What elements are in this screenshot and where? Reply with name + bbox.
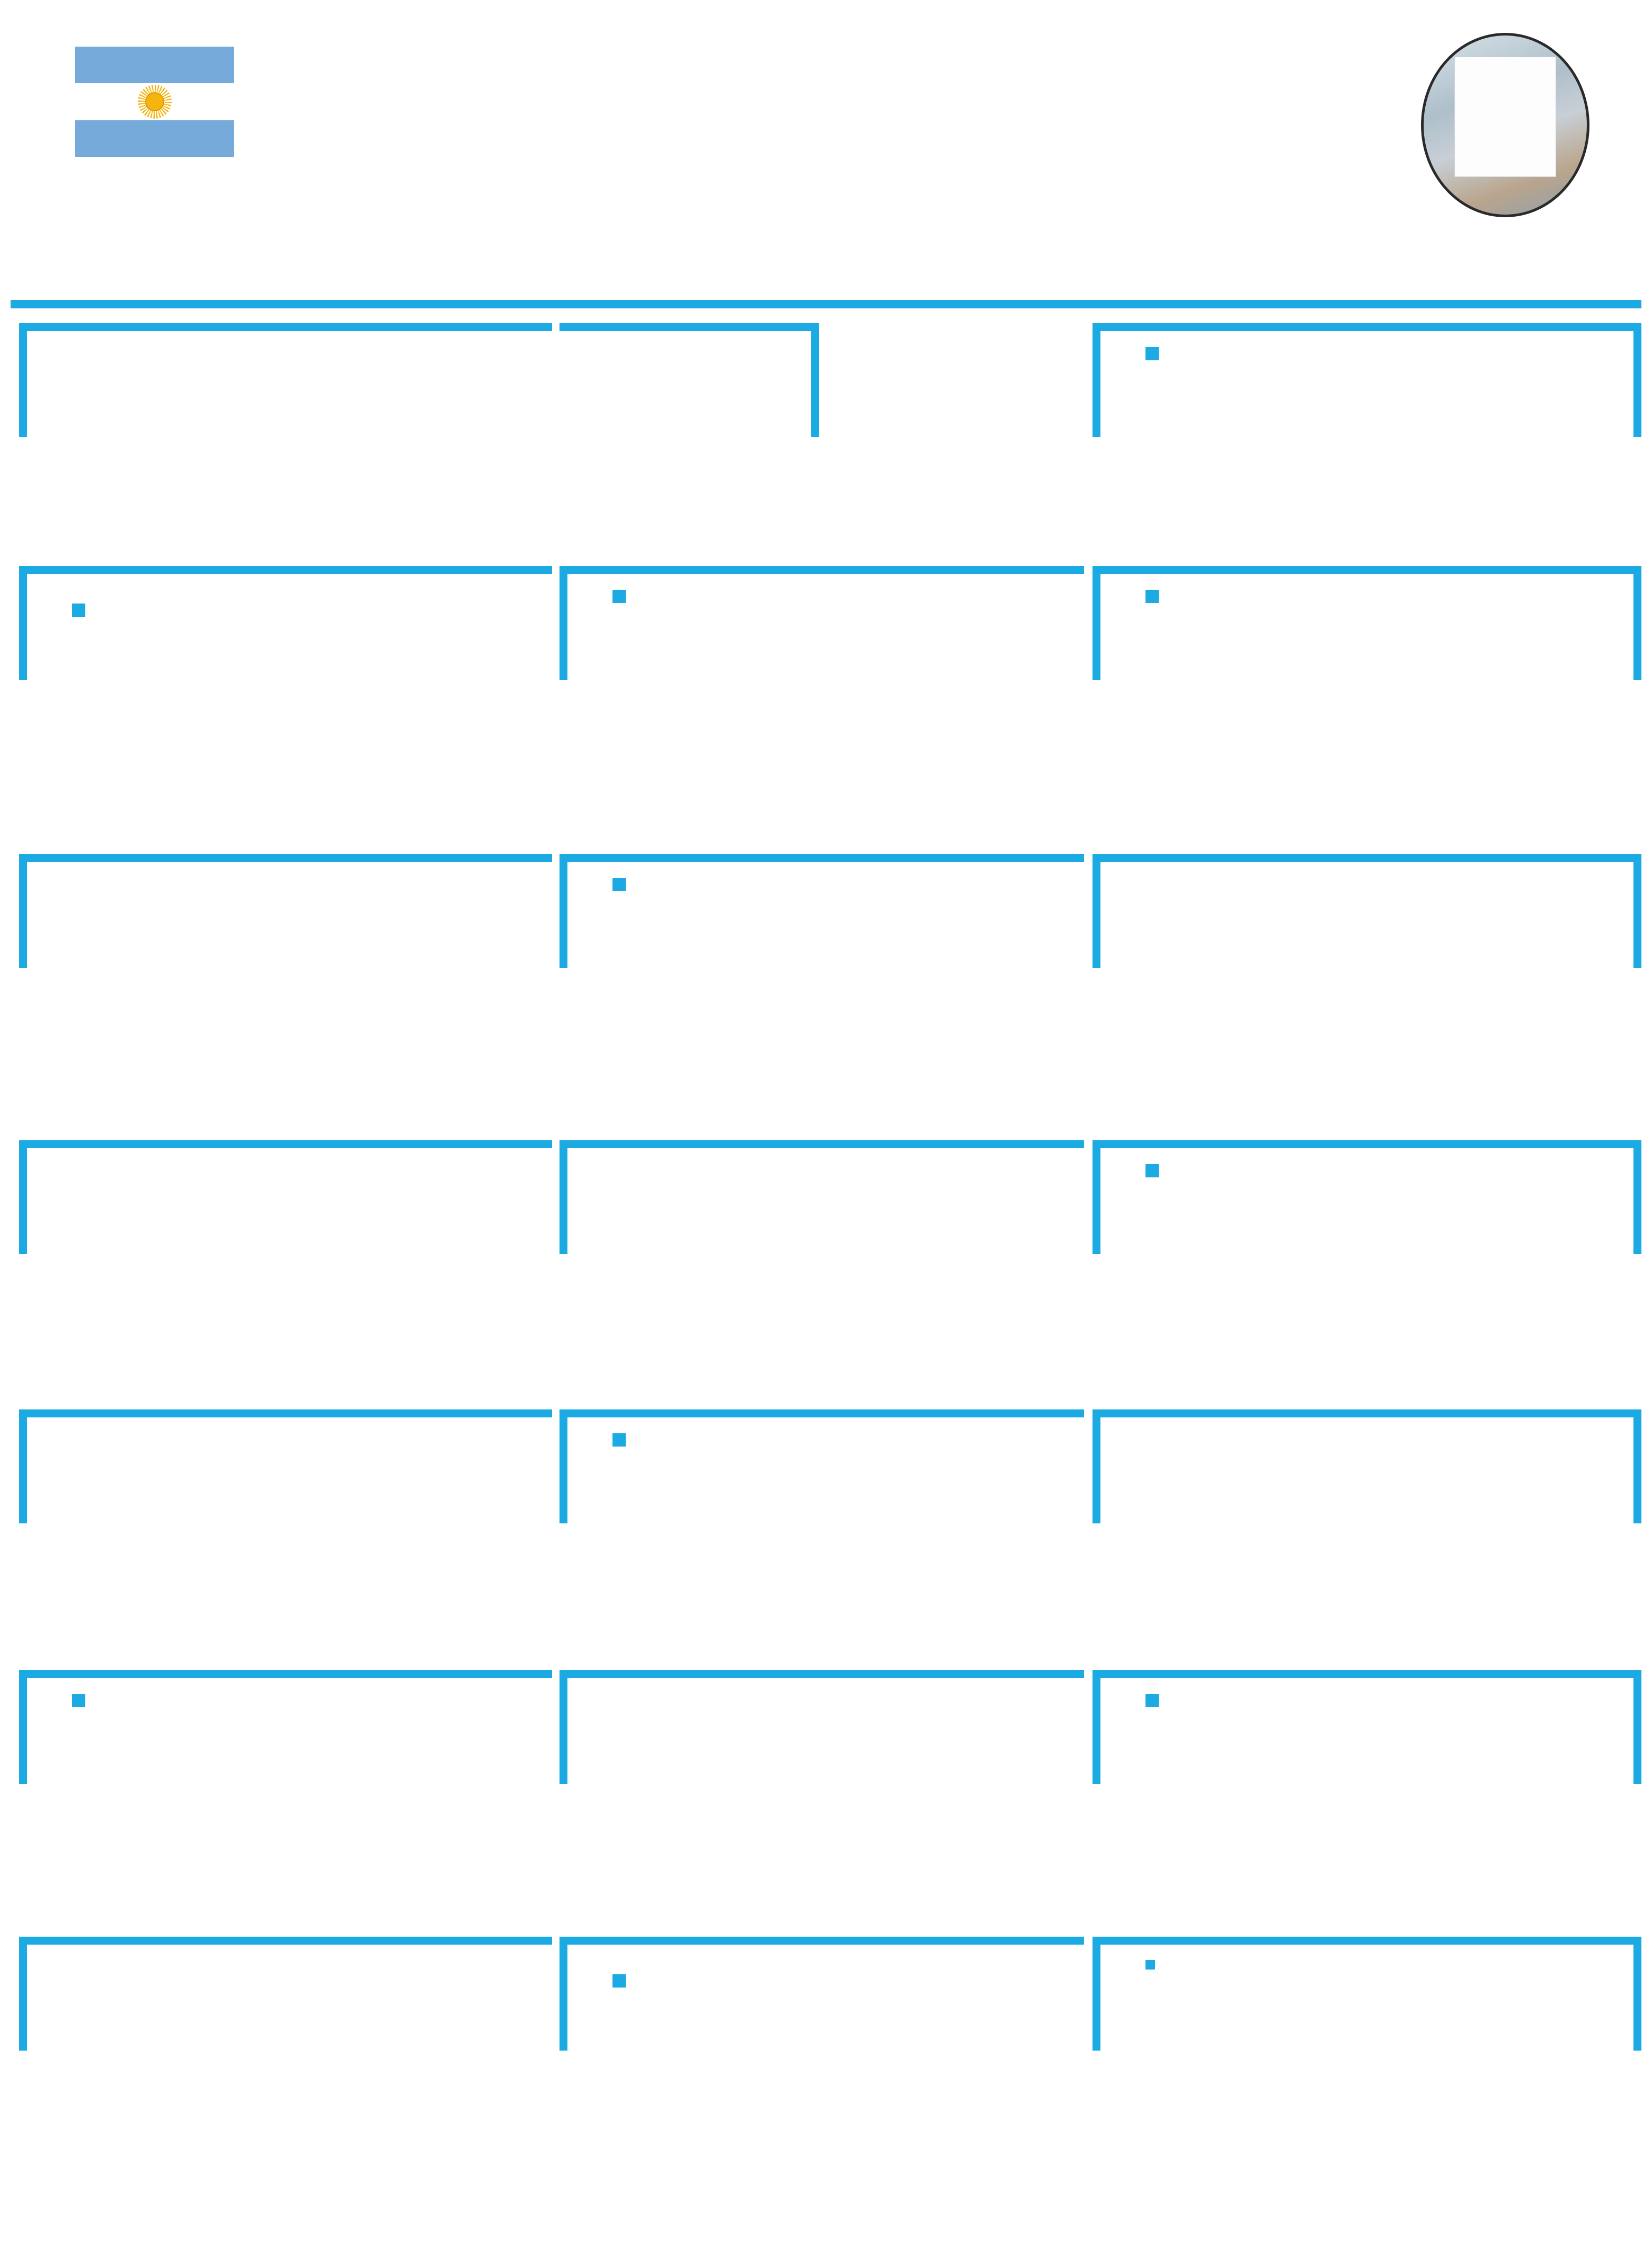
section-topbar xyxy=(19,1670,552,1678)
section-topbar xyxy=(1093,1937,1641,1945)
section-postis-anterior-chart xyxy=(1093,854,1641,1138)
section-conclusions-1 xyxy=(1093,1670,1641,1933)
section-stub xyxy=(19,566,27,680)
flag-stripe-bottom xyxy=(75,120,234,157)
section-topbar xyxy=(1093,854,1641,862)
section-stub-right xyxy=(1633,1670,1641,1784)
chart-postoperative-hearing-loss xyxy=(575,1214,1068,1401)
section-topbar xyxy=(1093,1140,1641,1148)
section-results-3 xyxy=(1093,1140,1641,1406)
section-bibliography xyxy=(1093,1937,1641,2247)
section-stub xyxy=(19,1937,27,2051)
sun-of-may-icon xyxy=(138,85,172,119)
section-results-1 xyxy=(1093,566,1641,852)
section-subjects xyxy=(19,566,552,852)
section-stub-right xyxy=(1633,1409,1641,1523)
section-topbar xyxy=(559,323,811,331)
section-conclusions-2 xyxy=(559,1937,1084,2247)
section-topbar xyxy=(19,1140,552,1148)
section-stub xyxy=(19,1409,27,1523)
section-postoperative-hearing-loss-chart xyxy=(559,1140,1084,1406)
section-aim xyxy=(1093,323,1641,564)
section-stub xyxy=(1093,1937,1100,2051)
section-stub-right xyxy=(1633,323,1641,437)
section-introduction xyxy=(19,323,552,564)
section-topbar xyxy=(559,1140,1084,1148)
section-topbar xyxy=(1093,566,1641,574)
argentina-flag xyxy=(75,47,234,157)
chart-postis-anterior xyxy=(1101,959,1636,1134)
section-presence-note xyxy=(559,323,1084,564)
section-stub xyxy=(559,1409,567,1523)
section-topbar xyxy=(19,854,552,862)
flag-stripe-middle xyxy=(75,83,234,120)
chart-widened-round-window-bars xyxy=(35,2038,538,2242)
section-topbar xyxy=(1093,1670,1641,1678)
flag-stripe-top xyxy=(75,47,234,83)
section-stub xyxy=(1093,854,1100,968)
section-results-2 xyxy=(559,854,1084,1138)
section-stub-right xyxy=(1633,1140,1641,1254)
section-stub xyxy=(1093,1140,1100,1254)
section-wrw-bars-chart xyxy=(19,1937,552,2247)
section-topbar xyxy=(559,566,1084,574)
section-moderate-conservation-chart xyxy=(1093,1409,1641,1666)
section-design xyxy=(559,566,1084,852)
section-stub xyxy=(1093,1409,1100,1523)
section-results-5 xyxy=(19,1670,552,1933)
section-topbar xyxy=(19,1937,552,1945)
section-stub xyxy=(19,1140,27,1254)
section-stub xyxy=(559,1937,567,2051)
section-stub xyxy=(559,854,567,968)
section-topbar xyxy=(19,1409,552,1417)
section-stub xyxy=(19,323,27,437)
chart-moderate-conservation xyxy=(1101,1485,1628,1662)
chart-complete-conservation xyxy=(33,1485,536,1662)
section-results-4 xyxy=(559,1409,1084,1666)
section-stub xyxy=(559,1140,567,1254)
section-stub-right xyxy=(1633,854,1641,968)
section-stub xyxy=(1093,566,1100,680)
section-topbar xyxy=(559,854,1084,862)
section-topbar xyxy=(559,1937,1084,1945)
section-stub xyxy=(1093,323,1100,437)
section-topbar xyxy=(19,323,552,331)
chart-marginal-conservation xyxy=(570,1745,1073,1928)
section-preoperative-thresholds-chart xyxy=(19,854,552,1138)
header-divider-bar xyxy=(11,300,1641,308)
section-marginal-conservation-chart xyxy=(559,1670,1084,1933)
section-topbar xyxy=(1093,1409,1641,1417)
section-stub-right xyxy=(1633,566,1641,680)
section-wrw-line-chart xyxy=(19,1140,552,1406)
chart-widened-round-window-line xyxy=(35,1245,544,1403)
section-topbar xyxy=(559,1409,1084,1417)
section-stub xyxy=(811,323,819,437)
chart-preoperative-pure-tone-thresholds xyxy=(35,912,533,1135)
section-complete-conservation-chart xyxy=(19,1409,552,1666)
section-stub xyxy=(559,1670,567,1784)
section-stub xyxy=(19,1670,27,1784)
cic-logo xyxy=(1421,33,1589,217)
section-stub-right xyxy=(1633,1937,1641,2051)
section-topbar xyxy=(19,566,552,574)
cic-logo-card xyxy=(1454,57,1556,177)
section-topbar xyxy=(1093,323,1641,331)
section-stub xyxy=(559,566,567,680)
section-stub xyxy=(1093,1670,1100,1784)
section-topbar xyxy=(559,1670,1084,1678)
section-stub xyxy=(19,854,27,968)
